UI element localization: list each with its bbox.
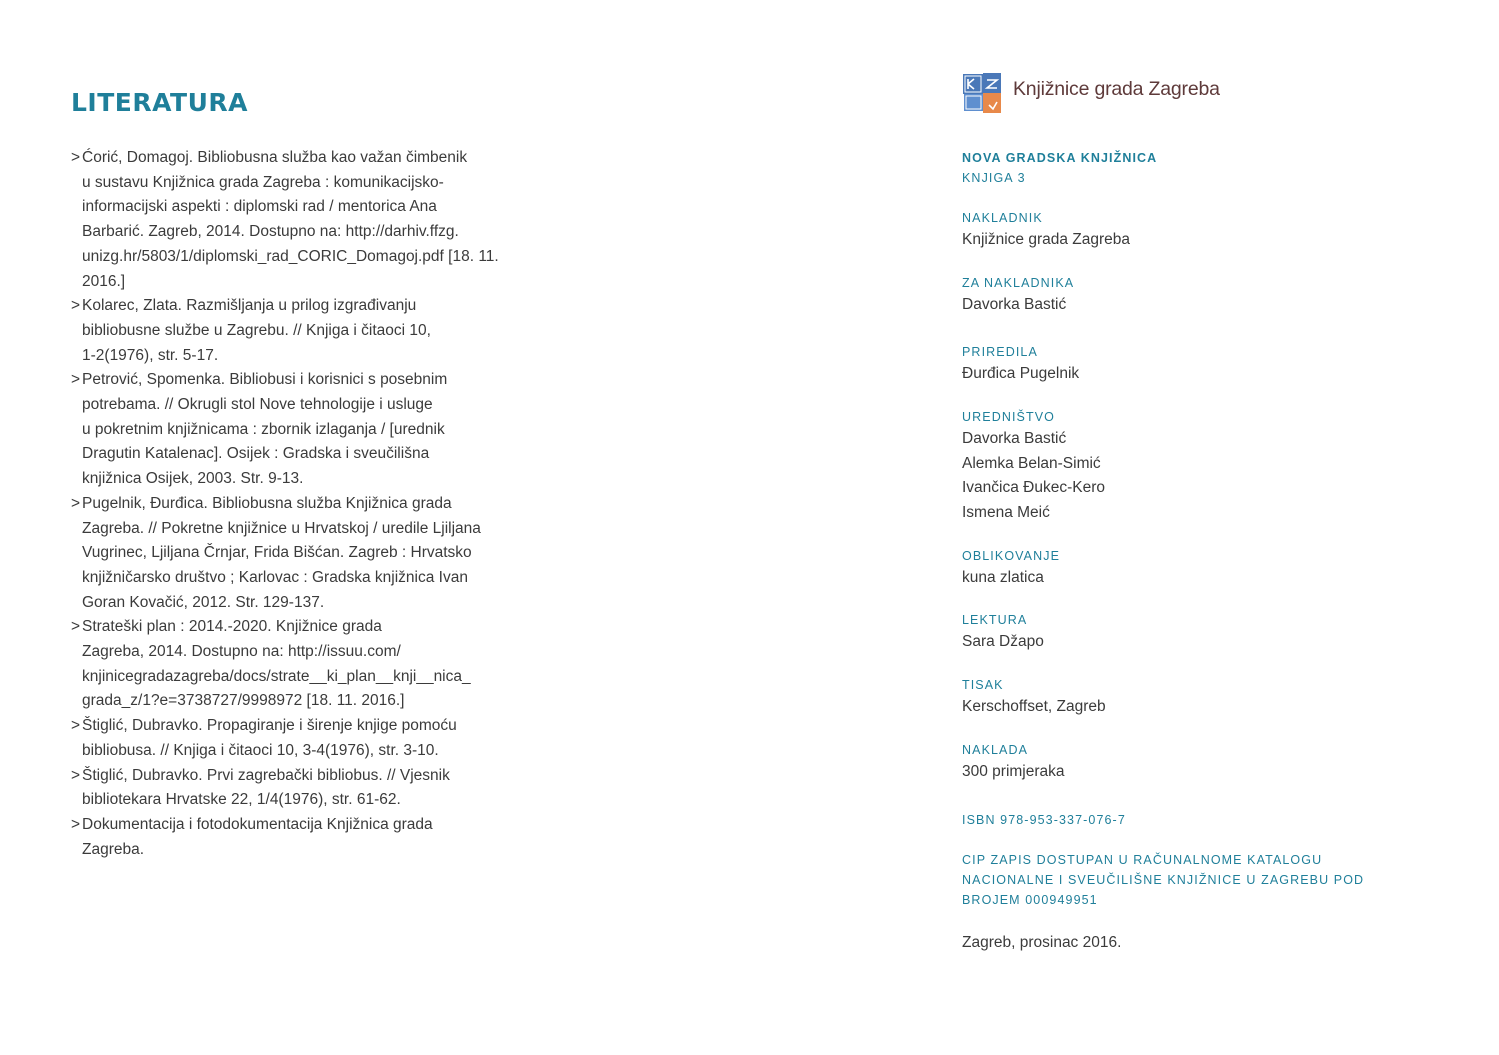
bullet-marker: >: [71, 297, 81, 315]
reference-entry: [71, 714, 511, 763]
series-block: [962, 148, 1432, 188]
bullet-marker: >: [71, 371, 81, 389]
reference-text: Dokumentacija i fotodokumentacija Knjižnica grada Zagreba.: [82, 815, 433, 858]
editor-label: PRIREDILA: [962, 345, 1038, 359]
reference-entry: [71, 764, 511, 813]
bullet-marker: >: [71, 815, 81, 833]
isbn-block: [962, 810, 1432, 830]
design-value: kuna zlatica: [962, 569, 1044, 586]
proofreading-label: LEKTURA: [962, 613, 1028, 627]
isbn: ISBN 978-953-337-076-7: [962, 813, 1126, 827]
reference-text: Strateški plan : 2014.-2020. Knjižnice grada Zagreba, 2014. Dostupno na: http://issuu.com/ knjinicegradazagreba/docs/strate__ki_plan__knji__nica_ grada_z/1?e=3738727/9998972 [18. 11. 2016.]: [82, 618, 471, 710]
bullet-marker: >: [71, 766, 81, 784]
for-publisher-block: [962, 273, 1432, 318]
board-member: Alemka Belan-Simić: [962, 454, 1101, 472]
reference-list: [71, 146, 511, 862]
place-date-block: [962, 931, 1432, 956]
design-block: [962, 546, 1432, 591]
reference-text: Petrović, Spomenka. Bibliobusi i korisnici s posebnim potrebama. // Okrugli stol Nove tehnologije i usluge u pokretnim knjižnicama : zbornik izlaganja / [urednik Dragutin Katalenac]. Osijek : Gradska i sveučilišna knjižnica Osijek, 2003. Str. 9-13.: [82, 371, 448, 488]
reference-entry: [71, 146, 511, 294]
reference-text: Pugelnik, Đurđica. Bibliobusna služba Knjižnica grada Zagreba. // Pokretne knjižnice u Hrvatskoj / uredile Ljiljana Vugrinec, Ljiljana Črnjar, Frida Bišćan. Zagreb : Hrvatsko knjižničarsko društvo ; Karlovac : Gradska knjižnica Ivan Goran Kovačić, 2012. Str. 129-137.: [82, 494, 481, 611]
board-member: Ismena Meić: [962, 504, 1050, 522]
print-label: TISAK: [962, 678, 1004, 692]
series-title: NOVA GRADSKA KNJIŽNICA: [962, 151, 1158, 165]
reference-text: Štiglić, Dubravko. Prvi zagrebački bibliobus. // Vjesnik bibliotekara Hrvatske 22, 1/4(1976), str. 61-62.: [82, 766, 450, 809]
editor-value: Đurđica Pugelnik: [962, 365, 1080, 382]
board-block: [962, 407, 1432, 526]
reference-entry: [71, 368, 511, 492]
cip-note: CIP ZAPIS DOSTUPAN U RAČUNALNOME KATALOGU NACIONALNE I SVEUČILIŠNE KNJIŽNICE U ZAGREBU POD BROJEM 000949951: [962, 853, 1365, 907]
bullet-marker: >: [71, 618, 81, 636]
edition-value: 300 primjeraka: [962, 763, 1065, 780]
publisher-block: [962, 208, 1432, 253]
for-publisher-label: ZA NAKLADNIKA: [962, 276, 1075, 290]
board-label: UREDNIŠTVO: [962, 410, 1055, 424]
print-block: [962, 675, 1432, 720]
series-book: KNJIGA 3: [962, 171, 1026, 185]
reference-entry: [71, 294, 511, 368]
bullet-marker: >: [71, 494, 81, 512]
edition-label: NAKLADA: [962, 743, 1029, 757]
reference-entry: [71, 615, 511, 714]
proofreading-block: [962, 610, 1432, 655]
editor-block: [962, 342, 1432, 387]
board-member: Davorka Bastić: [962, 430, 1067, 447]
cip-block: [962, 850, 1432, 910]
print-value: Kerschoffset, Zagreb: [962, 698, 1106, 715]
edition-block: [962, 740, 1432, 785]
literatura-heading: LITERATURA: [71, 88, 248, 117]
library-logo-text: Knjižnice grada Zagreba: [1013, 78, 1220, 100]
bullet-marker: >: [71, 149, 81, 166]
board-member: Ivančica Đukec-Kero: [962, 479, 1106, 497]
place-date: Zagreb, prosinac 2016.: [962, 934, 1122, 951]
bullet-marker: >: [71, 717, 81, 735]
reference-text: Ćorić, Domagoj. Bibliobusna služba kao važan čimbenik u sustavu Knjižnica grada Zagreba : komunikacijsko- informacijski aspekti : diplomski rad / mentorica Ana Barbarić. Zagreb, 2014. Dostupno na: http://darhiv.ffzg. unizg.hr/5803/1/diplomski_rad_CORIC_Domagoj.pdf [18. 11. 2016.]: [82, 149, 499, 290]
proofreading-value: Sara Džapo: [962, 633, 1044, 650]
library-logo-icon: [962, 72, 1004, 114]
publisher-value: Knjižnice grada Zagreba: [962, 231, 1131, 248]
for-publisher-value: Davorka Bastić: [962, 296, 1067, 313]
reference-entry: [71, 813, 511, 862]
reference-text: Štiglić, Dubravko. Propagiranje i širenje knjige pomoću bibliobusa. // Knjiga i čitaoci 10, 3-4(1976), str. 3-10.: [82, 717, 457, 759]
publisher-label: NAKLADNIK: [962, 211, 1043, 225]
design-label: OBLIKOVANJE: [962, 549, 1061, 563]
reference-entry: [71, 492, 511, 616]
reference-text: Kolarec, Zlata. Razmišljanja u prilog izgrađivanju bibliobusne službe u Zagrebu. // Knjiga i čitaoci 10, 1-2(1976), str. 5-17.: [82, 297, 431, 364]
